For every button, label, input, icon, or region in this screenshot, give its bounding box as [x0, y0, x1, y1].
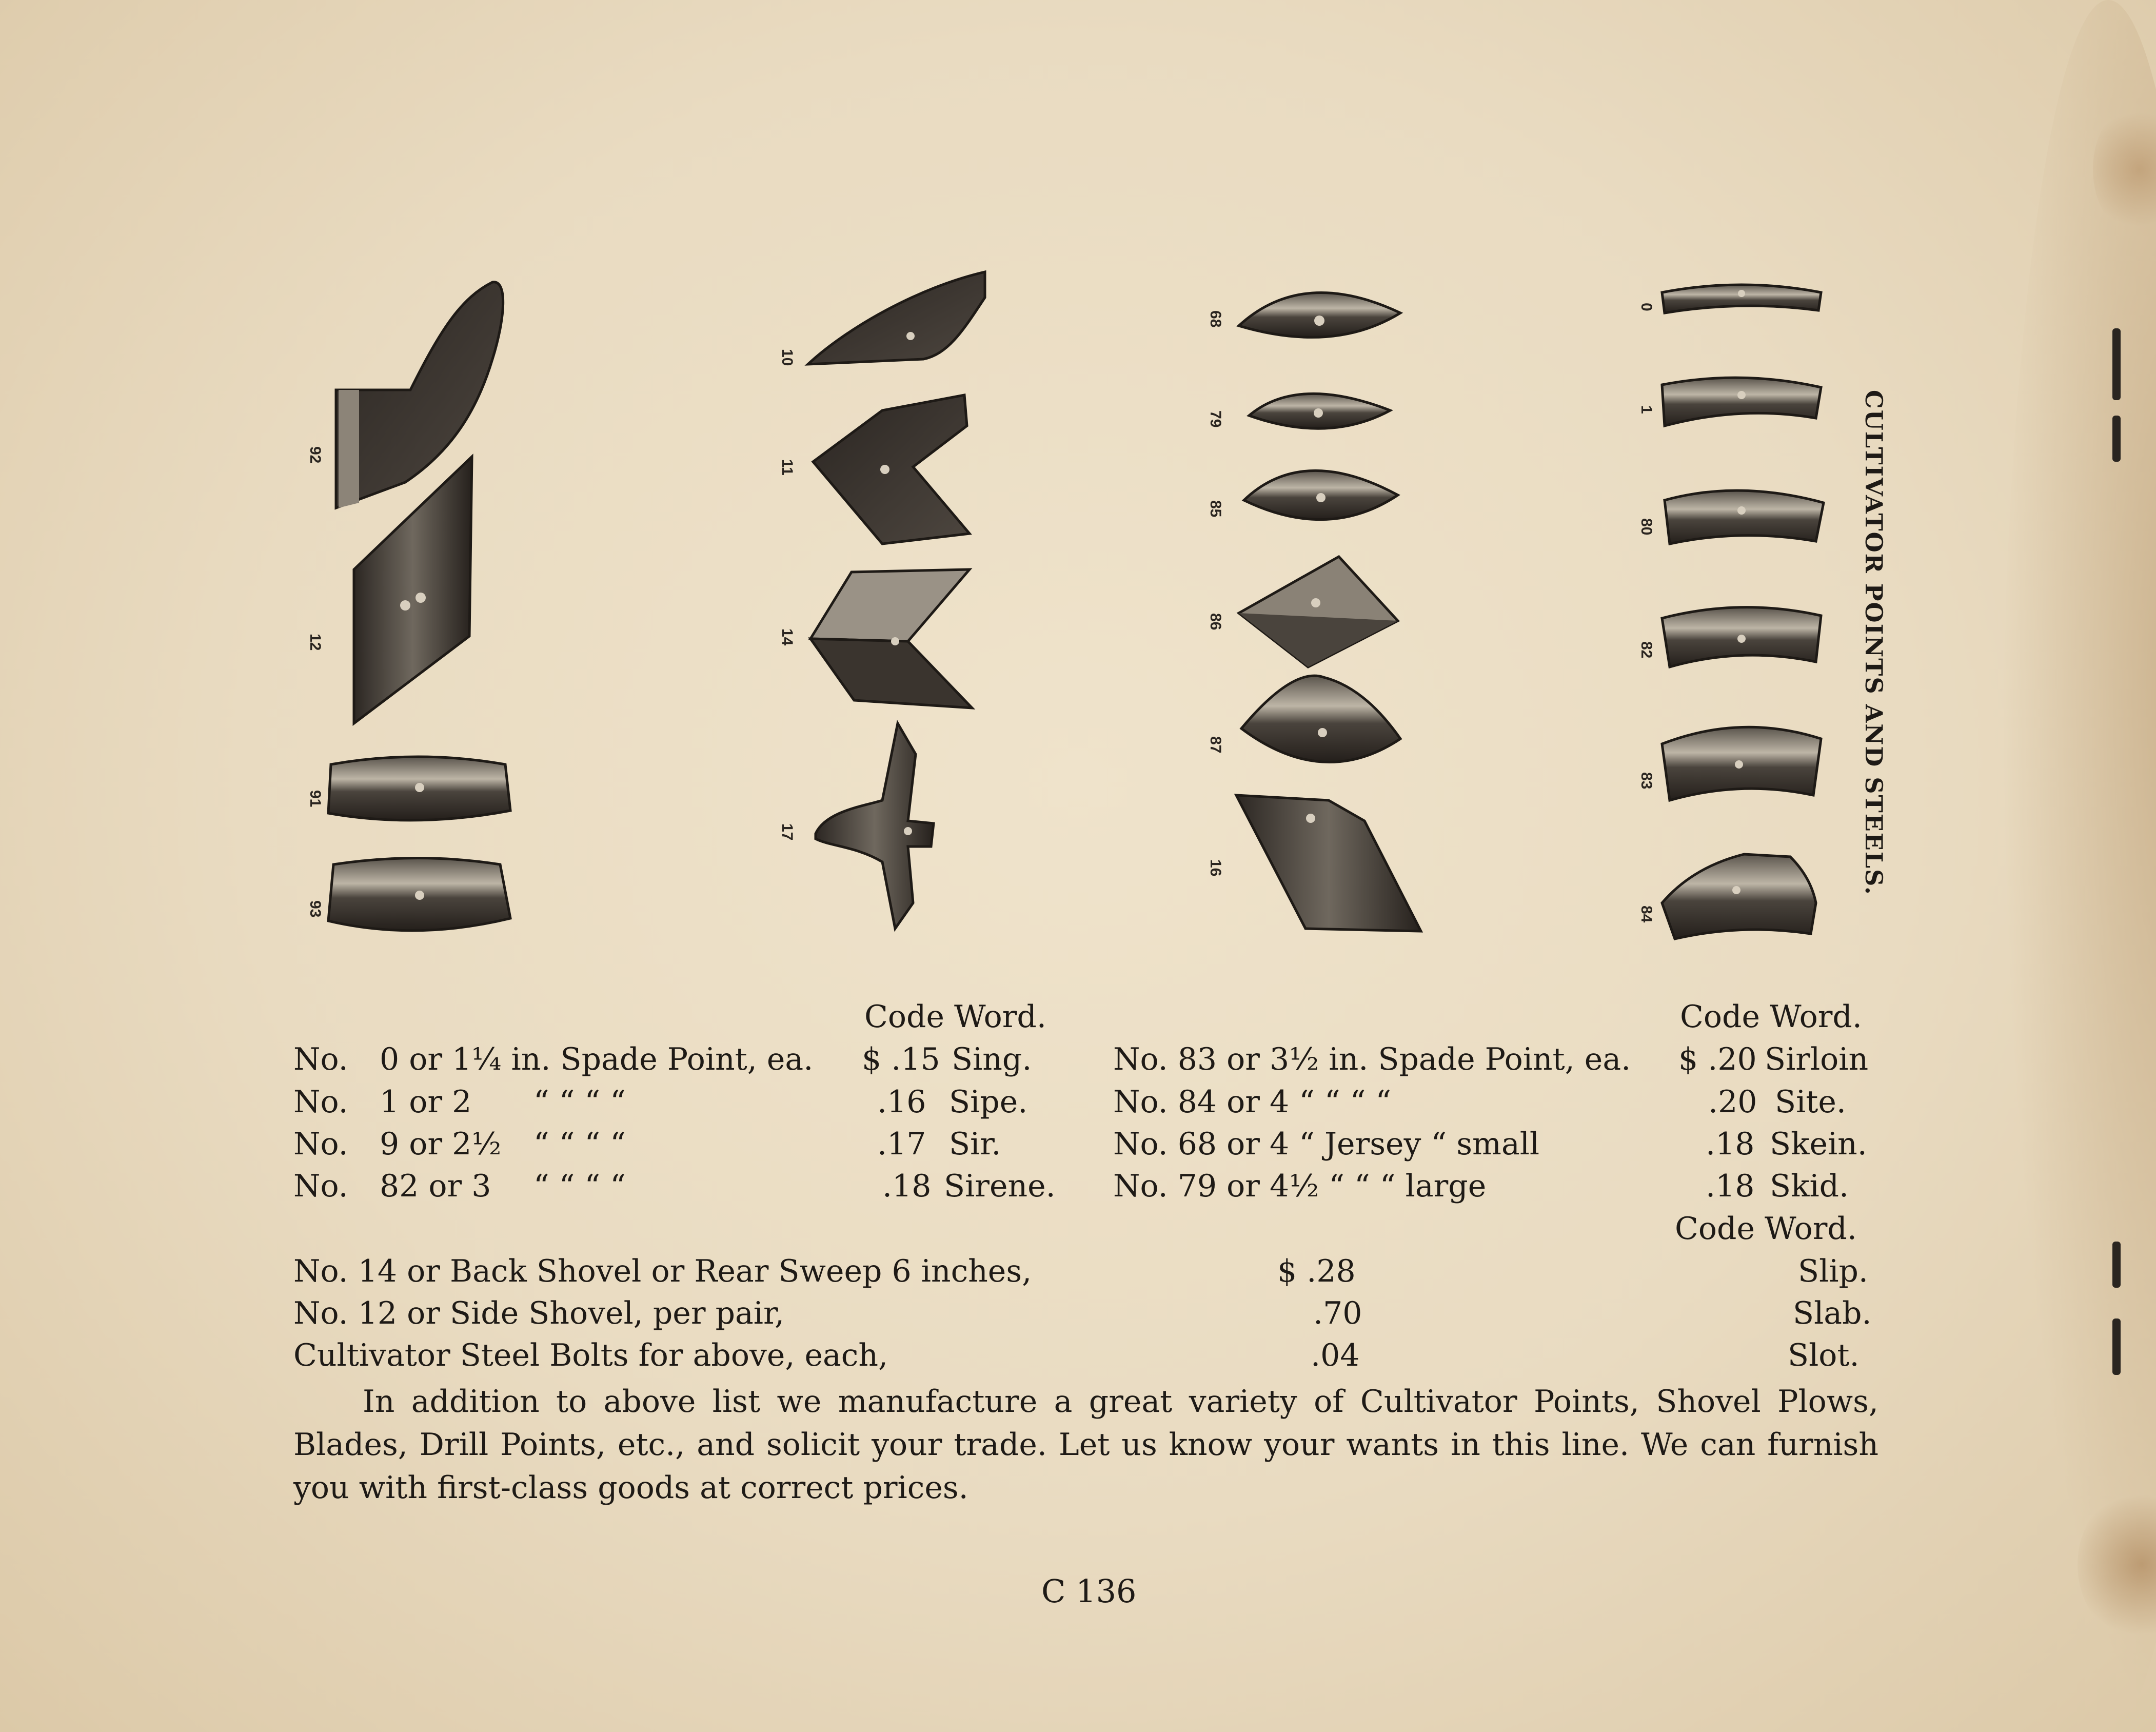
closing-paragraph: In addition to above list we manufacture a great variety of Cultivator Points, Shovel Plows, Blades, Drill Points, etc., and solicit your trade. Let us know your wants in this line. We can furnish you with first-class goods at correct prices.: [293, 1384, 1878, 1506]
point-83: [1638, 727, 1821, 800]
point-16: [1207, 795, 1421, 931]
fig-number-83: 83: [1638, 772, 1655, 790]
left-row-no: No.: [293, 1126, 348, 1162]
fig-number-93: 93: [307, 900, 324, 918]
left-row-no: No.: [293, 1041, 348, 1077]
shovel-price: $ .28: [1277, 1253, 1356, 1289]
shovel-code: Slip.: [1798, 1253, 1868, 1289]
point-93: [307, 858, 510, 931]
right-row-code: Sirloin: [1765, 1041, 1869, 1077]
left-row-no: No.: [293, 1168, 348, 1204]
right-row-text: No. 79 or 4½ “ “ “ large: [1113, 1168, 1487, 1204]
page-number: C 136: [1041, 1572, 1137, 1610]
point-82: [1638, 607, 1821, 667]
point-87: [1207, 676, 1400, 762]
right-row-price: $ .20: [1678, 1041, 1757, 1077]
page-title: CULTIVATOR POINTS AND STEELS.: [1860, 390, 1888, 896]
left-row-code: Sir.: [949, 1126, 1001, 1162]
shovel-item: No. 12 or Side Shovel, per pair,: [293, 1295, 785, 1331]
left-row-code: Sipe.: [949, 1084, 1028, 1120]
point-68: [1207, 292, 1400, 337]
left-row-price: .18: [882, 1168, 932, 1204]
point-91: [307, 757, 510, 820]
left-row-price: .16: [877, 1084, 926, 1120]
right-row-text: No. 83 or 3½ in. Spade Point, ea.: [1113, 1041, 1631, 1077]
fig-number-85: 85: [1207, 500, 1224, 518]
point-80: [1638, 490, 1824, 544]
shovel-code: Slot.: [1788, 1337, 1860, 1373]
fig-number-87: 87: [1207, 736, 1224, 754]
fig-number-92: 92: [307, 446, 324, 464]
fig-number-91: 91: [307, 790, 324, 808]
point-92: [307, 282, 503, 508]
fig-number-1: 1: [1638, 405, 1655, 414]
left-row-ditto: “ “ “ “: [533, 1168, 626, 1204]
left-row-price: .17: [877, 1126, 926, 1162]
code-word-heading-left: Code Word.: [864, 999, 1046, 1035]
left-row-ditto: “ “ “ “: [533, 1084, 626, 1120]
point-79: [1207, 393, 1390, 428]
point-11: [779, 395, 970, 544]
right-row-price: .20: [1708, 1084, 1757, 1120]
left-row-no: No.: [293, 1084, 348, 1120]
right-row-code: Skein.: [1770, 1126, 1867, 1162]
fig-number-82: 82: [1638, 641, 1655, 659]
point-0: [1638, 285, 1821, 313]
shovel-price: .04: [1311, 1337, 1360, 1373]
point-1: [1638, 378, 1821, 426]
fig-number-11: 11: [779, 459, 796, 476]
right-row-code: Site.: [1775, 1084, 1846, 1120]
right-row-code: Skid.: [1770, 1168, 1849, 1204]
shovel-item: Cultivator Steel Bolts for above, each,: [293, 1337, 888, 1373]
fig-number-86: 86: [1207, 613, 1224, 631]
shovel-price: .70: [1313, 1295, 1362, 1331]
right-row-text: No. 68 or 4 “ Jersey “ small: [1113, 1126, 1540, 1162]
point-84: [1638, 854, 1816, 939]
fig-number-10: 10: [779, 349, 796, 366]
shovel-code: Slab.: [1793, 1295, 1872, 1331]
fig-number-79: 79: [1207, 410, 1224, 428]
fig-number-84: 84: [1638, 906, 1655, 923]
left-row-price: $ .15: [862, 1041, 940, 1077]
point-12: [307, 457, 472, 723]
left-row-size: 82 or 3: [380, 1168, 491, 1204]
right-row-price: .18: [1706, 1168, 1755, 1204]
point-85: [1207, 470, 1398, 519]
left-row-code: Sing.: [952, 1041, 1032, 1077]
code-word-heading-right: Code Word.: [1680, 999, 1862, 1035]
point-14: [779, 569, 972, 708]
fig-number-0: 0: [1638, 303, 1655, 311]
point-86: [1207, 557, 1398, 667]
left-row-size: 9 or 2½: [380, 1126, 502, 1162]
fig-number-12: 12: [307, 634, 324, 651]
point-17: [779, 723, 934, 929]
left-row-size: 0 or 1¼ in. Spade Point, ea.: [380, 1041, 814, 1077]
left-row-size: 1 or 2: [380, 1084, 472, 1120]
left-row-ditto: “ “ “ “: [533, 1126, 626, 1162]
fig-number-17: 17: [779, 823, 796, 841]
left-row-code: Sirene.: [944, 1168, 1056, 1204]
right-row-text: No. 84 or 4 “ “ “ “: [1113, 1084, 1392, 1120]
right-row-price: .18: [1706, 1126, 1755, 1162]
fig-number-80: 80: [1638, 518, 1655, 536]
code-word-heading-shovels: Code Word.: [1675, 1211, 1857, 1247]
fig-number-16: 16: [1207, 859, 1224, 877]
fig-number-68: 68: [1207, 310, 1224, 328]
fig-number-14: 14: [779, 628, 796, 646]
point-10: [779, 272, 985, 366]
shovel-item: No. 14 or Back Shovel or Rear Sweep 6 inches,: [293, 1253, 1032, 1289]
